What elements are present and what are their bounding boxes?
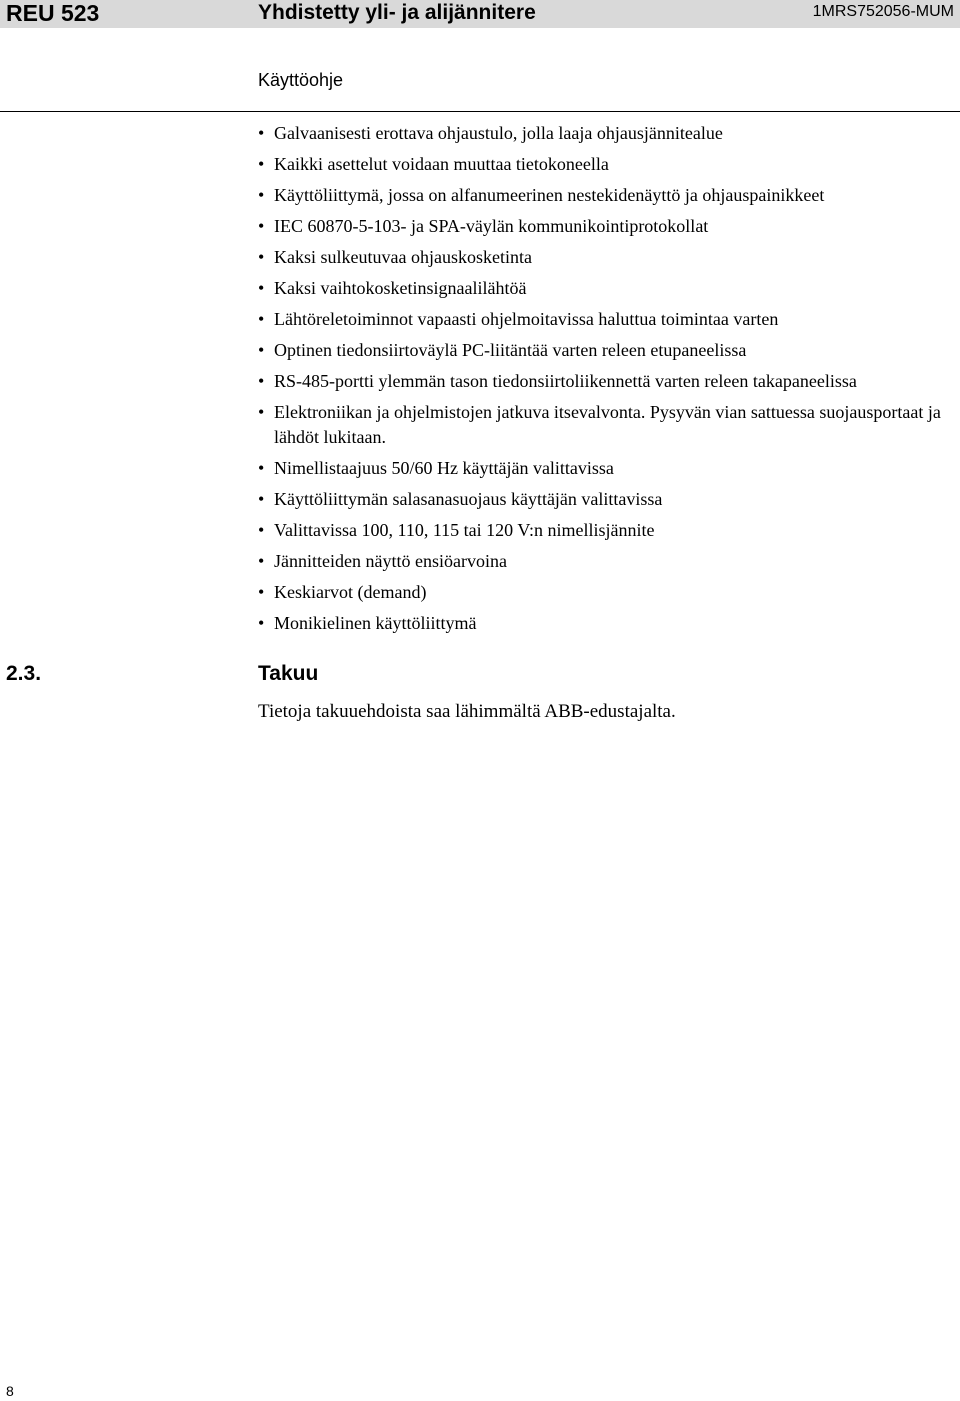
feature-item [258, 549, 958, 574]
feature-item [258, 152, 958, 177]
feature-item [258, 369, 958, 394]
feature-text: Nimellistaajuus 50/60 Hz käyttäjän valittavissa [274, 457, 614, 478]
header-divider [0, 111, 960, 112]
feature-item [258, 487, 958, 512]
feature-item [258, 121, 958, 146]
feature-item [258, 214, 958, 239]
bullet-icon: • [258, 309, 265, 329]
feature-text: Käyttöliittymän salasanasuojaus käyttäjän valittavissa [274, 488, 663, 509]
feature-text: Elektroniikan ja ohjelmistojen jatkuva itsevalvonta. Pysyvän vian sattuessa suojausportaat ja lähdöt lukitaan. [274, 402, 941, 447]
section-number: 2.3. [6, 662, 42, 685]
feature-text: IEC 60870-5-103- ja SPA-väylän kommunikointiprotokollat [274, 216, 709, 236]
product-code: REU 523 [6, 0, 100, 26]
feature-item [258, 456, 958, 481]
feature-text: Käyttöliittymä, jossa on alfanumeerinen nestekidenäyttö ja ohjauspainikkeet [274, 185, 825, 205]
bullet-icon: • [258, 154, 265, 174]
feature-text: Optinen tiedonsiirtoväylä PC-liitäntää varten releen etupaneelissa [274, 340, 747, 360]
feature-item [258, 580, 958, 605]
bullet-icon: • [258, 402, 265, 422]
feature-text: Kaksi sulkeutuvaa ohjauskosketinta [274, 247, 532, 267]
feature-text: Monikielinen käyttöliittymä [274, 612, 477, 633]
bullet-icon: • [258, 371, 265, 391]
bullet-icon: • [258, 519, 265, 540]
feature-text: Jännitteiden näyttö ensiöarvoina [274, 550, 507, 571]
feature-item [258, 400, 958, 449]
document-title: Yhdistetty yli- ja alijännitere [258, 1, 536, 24]
feature-text: Valittavissa 100, 110, 115 tai 120 V:n nimellisjännite [274, 519, 655, 540]
feature-item [258, 307, 958, 332]
feature-text: Keskiarvot (demand) [274, 581, 427, 602]
feature-item [258, 611, 958, 636]
document-type: Käyttöohje [258, 70, 344, 90]
bullet-icon: • [258, 278, 265, 298]
document-number: 1MRS752056-MUM [812, 3, 954, 20]
section-title: Takuu [258, 662, 319, 685]
feature-text: Kaksi vaihtokosketinsignaalilähtöä [274, 278, 527, 298]
feature-item [258, 245, 958, 270]
bullet-icon: • [258, 247, 265, 267]
feature-text: RS-485-portti ylemmän tason tiedonsiirtoliikennettä varten releen takapaneelissa [274, 371, 857, 391]
page-number: 8 [6, 1383, 14, 1399]
feature-item [258, 518, 958, 543]
feature-item [258, 183, 958, 208]
bullet-icon: • [258, 185, 265, 205]
feature-list [258, 121, 958, 642]
bullet-icon: • [258, 340, 265, 360]
bullet-icon: • [258, 123, 265, 143]
page-header [0, 0, 960, 28]
feature-text: Galvaanisesti erottava ohjaustulo, jolla laaja ohjausjännitealue [274, 123, 723, 143]
section-body: Tietoja takuuehdoista saa lähimmältä ABB-edustajalta. [258, 701, 676, 722]
bullet-icon: • [258, 457, 265, 478]
feature-text: Kaikki asettelut voidaan muuttaa tietokoneella [274, 154, 609, 174]
feature-text: Lähtöreletoiminnot vapaasti ohjelmoitavissa haluttua toimintaa varten [274, 309, 779, 329]
feature-item [258, 276, 958, 301]
bullet-icon: • [258, 612, 265, 633]
feature-item [258, 338, 958, 363]
bullet-icon: • [258, 550, 265, 571]
bullet-icon: • [258, 488, 265, 509]
bullet-icon: • [258, 216, 265, 236]
bullet-icon: • [258, 581, 265, 602]
